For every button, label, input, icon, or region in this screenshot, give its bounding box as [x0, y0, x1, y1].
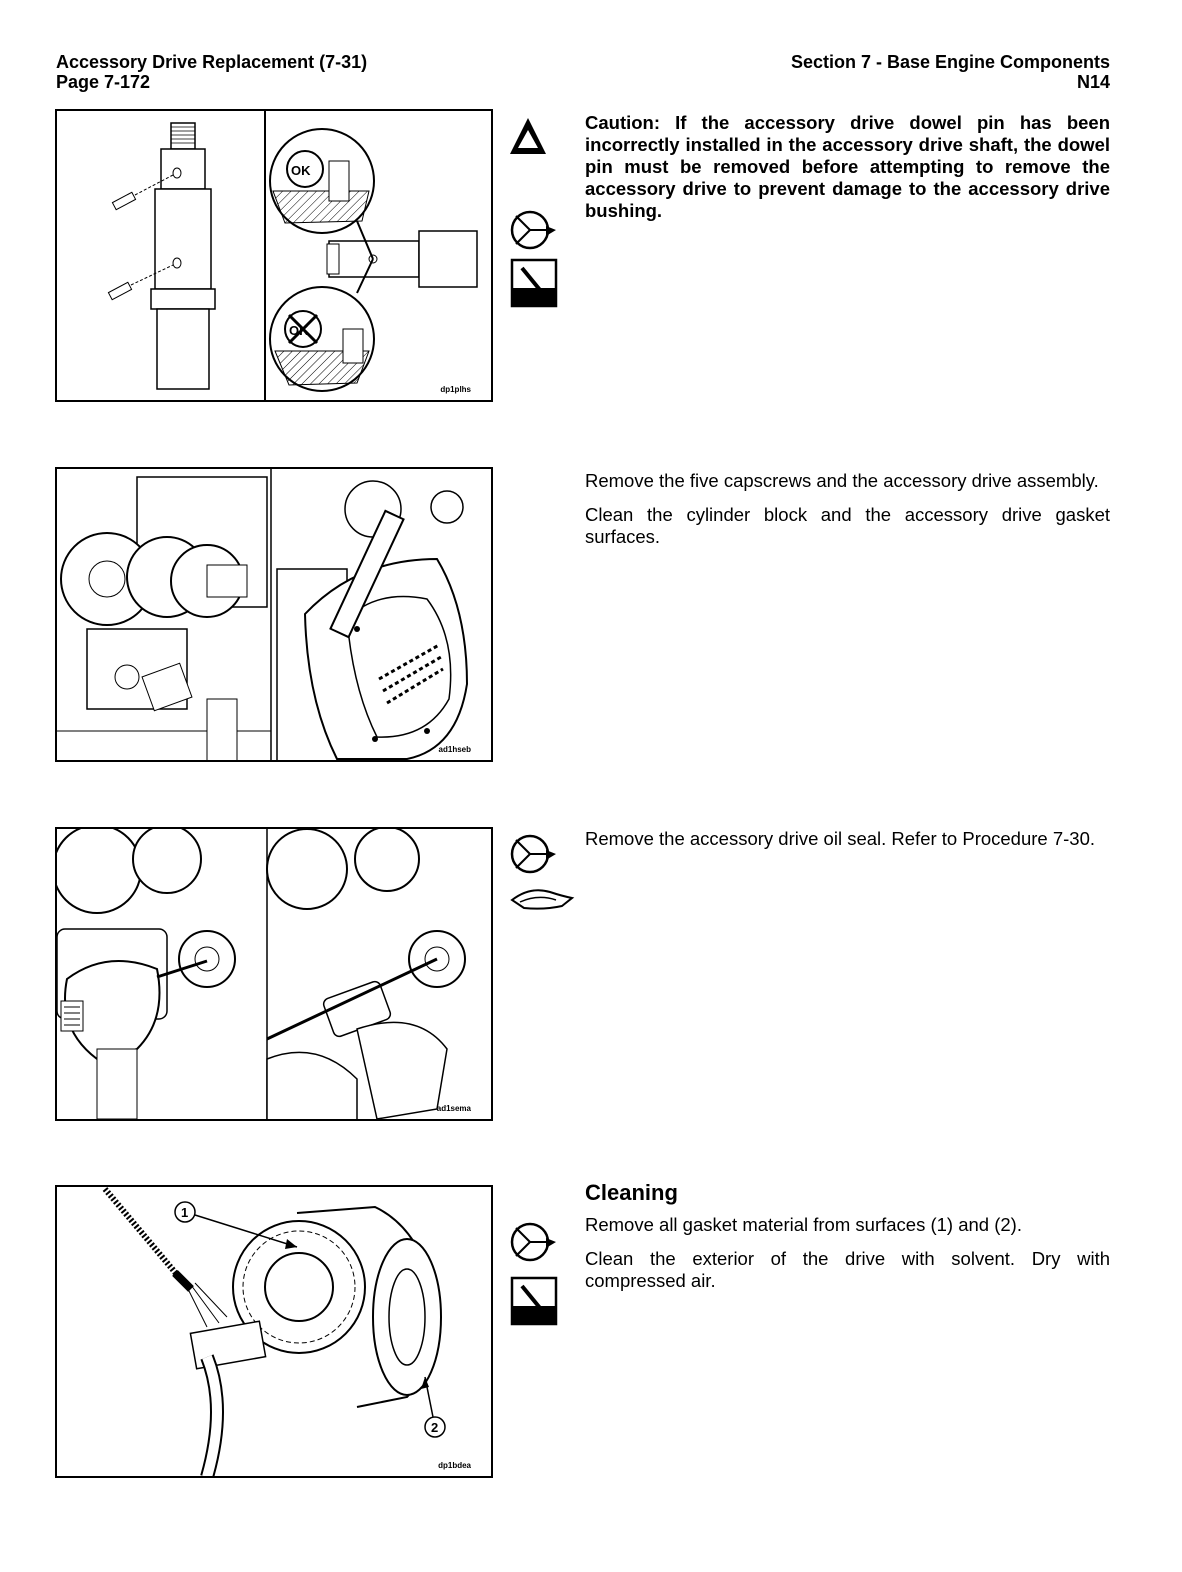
figure-remove-oil-seal [55, 827, 493, 1121]
cleaning-section [585, 1182, 1110, 1304]
icon-group-cleaning [510, 1218, 570, 1333]
clean-icon [512, 1278, 556, 1324]
engine-model: N14 [1076, 72, 1110, 92]
dowel-pin-illustration [57, 111, 493, 402]
figure-code: dp1bdea [438, 1461, 471, 1470]
tool-icon [512, 212, 556, 248]
oil-seal-removal-illustration [57, 829, 493, 1121]
figure-code: ad1sema [436, 1104, 471, 1113]
step-remove-seal [585, 828, 1110, 862]
capscrew-removal-illustration [57, 469, 493, 762]
step-clean-surfaces-text: Clean the cylinder block and the accessory drive gasket surfaces. [585, 504, 1110, 547]
icon-group-oil-seal [510, 834, 580, 919]
step-remove-seal-text: Remove the accessory drive oil seal. Refer to Procedure 7-30. [585, 828, 1096, 849]
page-header-right [791, 52, 1110, 92]
step-remove-capscrews-text: Remove the five capscrews and the accessory drive assembly. [585, 470, 1099, 491]
section-title: Section 7 - Base Engine Components [790, 52, 1110, 72]
cleaning-solvent-text: Clean the exterior of the drive with solvent. Dry with compressed air. [585, 1248, 1110, 1291]
tool-icon [512, 1224, 556, 1260]
figure-cleaning [55, 1185, 493, 1478]
procedure-title: Accessory Drive Replacement (7-31) [56, 52, 368, 72]
callout-1: 1 [181, 1205, 189, 1220]
figure-code: ad1hseb [438, 745, 471, 754]
clean-icon [512, 260, 556, 306]
ok-label: OK [291, 163, 311, 178]
figure-code: dp1plhs [440, 385, 471, 394]
callout-2: 2 [431, 1420, 439, 1435]
page-header-left [56, 52, 367, 92]
cleaning-gasket-text: Remove all gasket material from surfaces (1) and (2). [585, 1214, 1022, 1235]
icon-group-caution [510, 118, 570, 323]
caution-text: Caution: If the accessory drive dowel pin has been incorrectly installed in the accessory drive shaft, the dowel pin must be removed before attempting to remove the accessory drive to prevent damage to the accessory drive bushing. [585, 112, 1110, 221]
tool-icon [512, 836, 556, 872]
figure-dowel-pin [55, 109, 493, 402]
not-ok-label: OK [289, 323, 309, 338]
section-heading: Cleaning [585, 1180, 678, 1205]
figure-remove-capscrews [55, 467, 493, 762]
caution-block [585, 112, 1110, 234]
remove-seal-icon [512, 890, 572, 908]
step-remove-drive [585, 470, 1110, 560]
caution-triangle-icon [510, 118, 546, 154]
page-number: Page 7-172 [56, 72, 151, 92]
cleaning-illustration [57, 1187, 493, 1478]
